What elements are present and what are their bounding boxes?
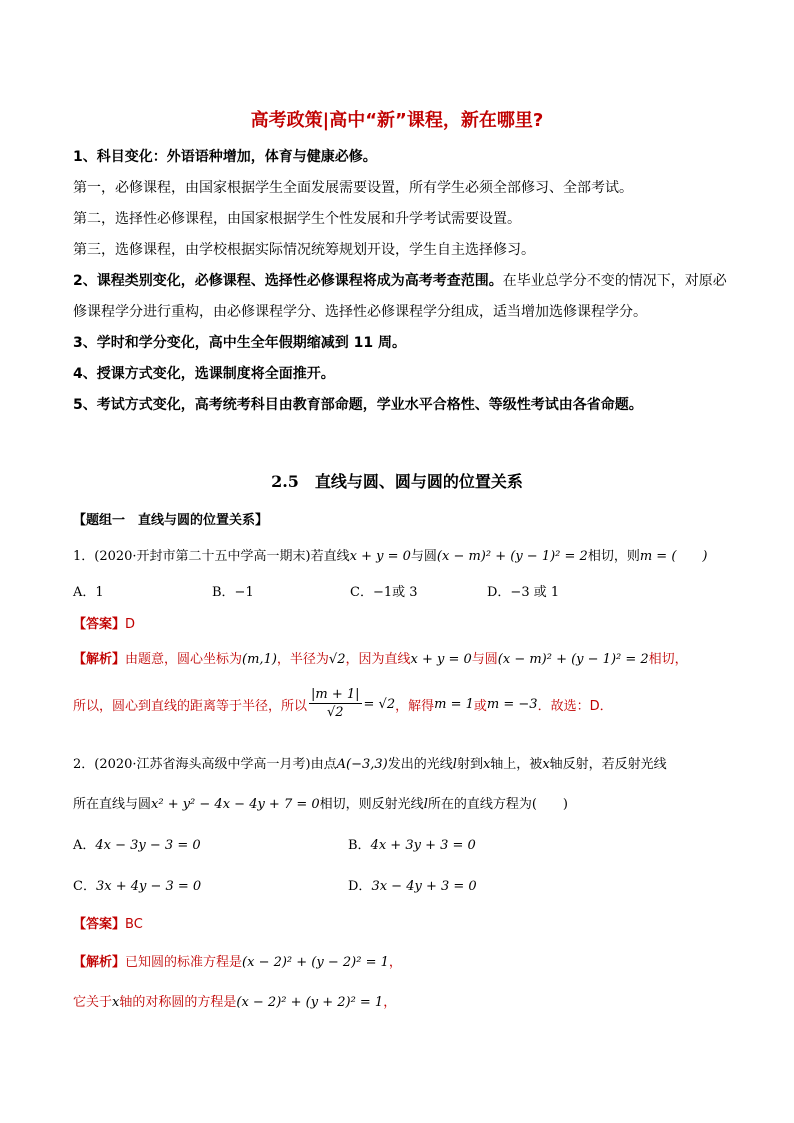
q2-option-a-eq: 4x − 3y − 3 = 0 (95, 838, 201, 853)
q2-analysis-line2 (73, 991, 396, 1010)
q1-an2-d: m = 1 (434, 697, 474, 712)
policy-item-1: 1、科目变化：外语语种增加，体育与健康必修。 (73, 149, 377, 165)
q2-analysis-label: 【解析】 (73, 955, 126, 970)
q2-l1-g: 轴上，被 (490, 757, 543, 772)
q1-answer-value: D (125, 617, 136, 632)
q1-stem-text-d: m = ( ) (639, 549, 708, 564)
q2-option-c-eq: 3x + 4y − 3 = 0 (95, 879, 202, 894)
policy-item-2-rest: 在毕业总学分不变的情况下，对原必 (502, 273, 727, 289)
policy-item-2 (73, 270, 727, 290)
q2-option-a-label: A． (73, 838, 96, 853)
q2-l2-d: l (423, 797, 428, 812)
q1-equation-line: x + y = 0 (349, 549, 411, 564)
q1-stem-text-c: 相切，则 (587, 549, 640, 564)
q2-an2-d: (x − 2)² + (y + 2)² = 1 (236, 995, 384, 1010)
question-group-title: 【题组一 直线与圆的位置关系】 (73, 513, 269, 528)
q2-option-d-label: D． (348, 879, 372, 894)
q2-stem-line2 (73, 793, 568, 812)
q1-stem-text-a: 1．(2020·开封市第二十五中学高一期末)若直线 (73, 549, 350, 564)
q2-option-c (73, 875, 201, 894)
q1-analysis-line2 (73, 687, 613, 722)
q2-answer-value: BC (125, 917, 143, 932)
policy-item-5: 5、考试方式变化，高考统考科目由教育部命题，学业水平合格性、等级性考试由各省命题。 (73, 397, 643, 413)
q1-analysis-label: 【解析】 (73, 652, 126, 667)
q1-option-d: D．−3 或 1 (487, 585, 560, 600)
q2-l1-b: A(−3,3) (336, 757, 388, 772)
q2-option-b-label: B． (348, 838, 371, 853)
q1-an1-i: 相切， (648, 652, 688, 667)
policy-item-1b: 第二，选择性必修课程，由国家根据学生个性发展和升学考试需要设置。 (73, 211, 521, 227)
q2-an2-a: 它关于 (73, 995, 113, 1010)
q1-stem (73, 545, 707, 564)
q2-l2-b: x² + y² − 4x − 4y + 7 = 0 (151, 797, 320, 812)
q1-fraction-den: √2 (326, 705, 344, 720)
q1-an2-c: ，解得 (395, 699, 435, 714)
q1-an1-f: x + y = 0 (410, 652, 472, 667)
q1-option-b: B．−1 (212, 585, 254, 600)
q1-answer-label: 【答案】 (73, 617, 126, 632)
q2-answer (73, 913, 143, 932)
q1-an1-e: ，因为直线 (345, 652, 411, 667)
q2-an2-b: x (112, 995, 120, 1010)
q2-l2-e: 所在的直线方程为( ) (427, 797, 569, 812)
q2-option-b-eq: 4x + 3y + 3 = 0 (370, 838, 476, 853)
policy-item-2-bold: 2、课程类别变化，必修课程、选择性必修课程将成为高考考查范围。 (73, 273, 503, 289)
q2-stem-line1 (73, 753, 667, 772)
q1-an1-c: ，半径为 (276, 652, 329, 667)
q2-l1-h: x (542, 757, 550, 772)
q1-fraction-num: |m + 1| (311, 687, 360, 702)
q1-analysis-line1 (73, 648, 688, 667)
policy-item-3: 3、学时和学分变化，高中生全年假期缩减到 11 周。 (73, 335, 406, 351)
q2-l2-a: 所在直线与圆 (73, 797, 152, 812)
q2-answer-label: 【答案】 (73, 917, 126, 932)
q2-l1-f: x (482, 757, 491, 772)
policy-item-2-cont: 修课程学分进行重构，由必修课程学分、选择性必修课程学分组成，适当增加选修课程学分。 (73, 304, 647, 320)
q1-stem-text-b: 与圆 (410, 549, 437, 564)
q1-an2-g: ．故选：D． (537, 699, 613, 714)
q2-an2-c: 轴的对称圆的方程是 (119, 995, 237, 1010)
policy-item-1a: 第一，必修课程，由国家根据学生全面发展需要设置，所有学生必须全部修习、全部考试。 (73, 180, 633, 196)
q2-l2-c: 相切，则反射光线 (319, 797, 424, 812)
q1-an2-f: m = −3 (486, 697, 538, 712)
q2-option-d-eq: 3x − 4y + 3 = 0 (371, 879, 477, 894)
q2-an2-e: ， (383, 995, 397, 1010)
q2-analysis-line1 (73, 951, 402, 970)
q2-an1-c: ， (388, 955, 402, 970)
q1-an1-d: √2 (328, 652, 346, 667)
q1-option-c: C．−1或 3 (350, 585, 418, 600)
q2-l1-c: 发出的光线 (387, 757, 453, 772)
q2-option-a (73, 834, 201, 853)
q1-fraction (309, 687, 362, 722)
q1-an2-a: 所以，圆心到直线的距离等于半径，所以 (73, 699, 308, 714)
page-title: 高考政策|高中“新”课程，新在哪里? (250, 110, 544, 131)
q1-equation-circle: (x − m)² + (y − 1)² = 2 (436, 549, 588, 564)
section-heading: 2.5 直线与圆、圆与圆的位置关系 (271, 472, 523, 491)
q1-an1-a: 由题意，圆心坐标为 (125, 652, 243, 667)
q1-an1-g: 与圆 (471, 652, 498, 667)
q2-option-c-label: C． (73, 879, 96, 894)
q1-an1-h: (x − m)² + (y − 1)² = 2 (497, 652, 649, 667)
q2-an1-a: 已知圆的标准方程是 (125, 955, 243, 970)
q1-option-a: A．1 (73, 585, 104, 600)
q1-answer (73, 613, 135, 632)
q2-l1-a: 2．(2020·江苏省海头高级中学高一月考)由点 (73, 757, 337, 772)
q1-an1-b: (m,1) (242, 652, 277, 667)
q2-an1-b: (x − 2)² + (y − 2)² = 1 (242, 955, 389, 970)
policy-item-4: 4、授课方式变化，选课制度将全面推开。 (73, 366, 335, 382)
q2-l1-d: l (452, 757, 457, 772)
q2-option-b (348, 834, 476, 853)
policy-item-1c: 第三，选修课程，由学校根据实际情况统筹规划开设，学生自主选择修习。 (73, 242, 535, 258)
q2-l1-i: 轴反射，若反射光线 (549, 757, 667, 772)
q1-an2-b: = √2 (363, 697, 396, 712)
q1-an2-e: 或 (473, 699, 487, 714)
q2-l1-e: 射到 (456, 757, 483, 772)
q2-option-d (348, 875, 477, 894)
